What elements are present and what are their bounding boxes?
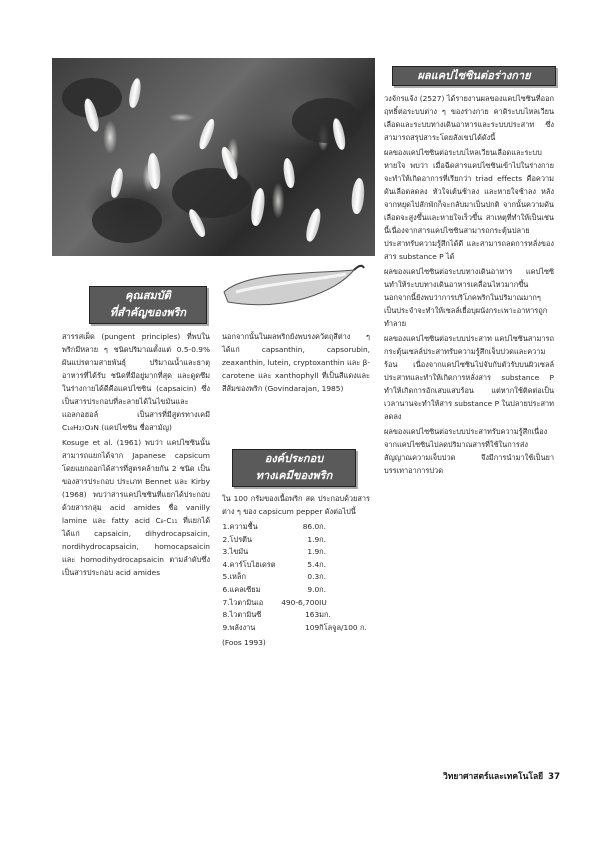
citation: (Foos 1993) [222,638,266,648]
properties-section-title: คุณสมบัติ ที่สำคัญของพริก [89,286,207,324]
paragraph: ใน 100 กรัมของเนื้อพริก สด ประกอบด้วยสารต่าง ๆ ของ capsicum pepper ดังต่อไปนี้ [222,494,370,516]
effects-text-column [384,92,554,479]
paragraph: ผลของแคปไซซินต่อระบบประสาทรับความรู้สึกเนื่องจากแคปไซซินไปลดปริมาณสารที่ใช้ในการส่งสัญญาณความเจ็บปวด จึงมีการนำมาใช้เป็นยาบรรเทาอาการปวด [384,427,554,475]
paragraph: ผลของแคปไซซินต่อระบบทางเดินอาหาร แคปไซซินทำให้ระบบทางเดินอาหารเคลื่อนไหวมากขึ้น นอกจากนี้ยังพบว่าการบริโภคพริกในปริมาณมากๆ เป็นประจำจะทำให้เซลล์เยื่อบุผนังกระเพาะอาหารถูกทำลาย [384,267,554,328]
table-row: 8. ไวตามินซี 163 มก. [222,610,331,620]
paragraph: ผลของแคปไซซินต่อระบบไหลเวียนเลือดและระบบหายใจ พบว่า เมื่อฉีดสารแคปไซซินเข้าไปในร่างกายจะทำให้เกิดอาการที่เรียกว่า triad effects คือความดันเลือดลดลง หัวใจเต้นช้าลง และหายใจช้าลง หลังจากหยุดไปสักพักก็จะกลับมาเป็นปกติ จากนั้นความดันเลือดจะสูงขึ้นและหายใจเร็วขึ้น สาเหตุที่ทำให้เป็นเช่นนี้เนื่องจากสารแคปไซซินสามารถกระตุ้นปลายประสาทรับความรู้สึกได้ดี และสามารถลดการหลั่งของสาร substance P ได้ [384,148,554,261]
paragraph: ผลของแคปไซซินต่อระบบประสาท แคปไซซินสามารถกระตุ้นเซลล์ประสาทรับความรู้สึกเจ็บปวดและความร้อน เนื่องจากแคปไซซินไปจับกับตัวรับบนผิวเซลล์ประสาทและทำให้เกิดการหลั่งสาร substance P ทำให้เกิดการอักเสบแสบร้อน แต่หากใช้ติดต่อเป็นเวลานานจะทำให้สาร substance P ในปลายประสาทลดลง [384,334,554,421]
properties-text-column [62,330,210,581]
table-row: 1. ความชื้น 86.0 ก. [222,522,326,531]
composition-text-column [222,492,370,651]
page-number: 37 [548,772,560,782]
pigments-text-column [222,330,370,397]
journal-name: วิทยาศาสตร์และเทคโนโลยี [443,772,544,782]
table-row: 6. แคลเซียม 9.0 ก. [222,584,326,594]
paragraph: วงจักรแจ้ง (2527) ได้รายงานผลของแคปไซซินที่ออกฤทธิ์ต่อระบบต่าง ๆ ของร่างกาย คาดิระบบไหลเวียนเลือดและระบบทางเดินอาหารและระบบประสาท ซึ่งสามารถสรุปสาระโดยสังเขปได้ดังนี้ [384,94,554,142]
paragraph: สารรสเผ็ด (pungent principles) ที่พบในพริกมีหลาย ๆ ชนิดปริมาณตั้งแต่ 0.5-0.9% ผันแปรตามสายพันธุ์ ปริมาณน้ำและธาตุอาหารที่ได้รับ ชนิดที่มีอยู่มากที่สุด และดูดซึมในร่างกายได้ดีคือแคปไซซิน (capsaicin) ซึ่งเป็นสารประกอบที่ละลายได้ในไขมันและแอลกอฮอล์ เป็นสารที่มีสูตรทางเคมี C₁₈H₂₇O₃N (แคปไซซิน ชื่อสามัญ) [62,332,210,432]
paragraph: Kosuge et al. (1961) พบว่า แคปไซซินนั้นสามารถแยกได้จาก Japanese capsicum โดยแยกออกได้สารที่สูตรคล้ายกัน 2 ชนิด เป็นของสารประกอบ ประเภท Bennet และ Kirby (1968) พบว่าสารแคปไซซินที่แยกได้ประกอบด้วยสารกลุ่ม acid amides ชื่อ vanilly lamine และ fatty acid C₈-C₁₁ ที่แยกได้ ได้แก่ capsaicin, dihydrocapsaicin, nordihydrocapsaicin, homocapsaicin และ homodihydrocapsaicin ตามลำดับซึ่งเป็นสารประกอบ acid amides [62,438,210,577]
chili-plant-photo [52,58,375,256]
table-row: 2. โปรตีน 1.9 ก. [222,534,326,544]
nutrient-table [222,521,370,634]
composition-section-title: องค์ประกอบ ทางเคมีของพริก [232,449,356,487]
page-footer [420,769,560,783]
table-row: 4. คาร์โบไฮเดรต 5.4 ก. [222,559,326,569]
table-row: 7. ไวตามินเอ 490-6,700 IU [222,597,327,607]
paragraph: นอกจากนั้นในผลพริกยังพบรงควัตถุสีต่าง ๆ ได้แก่ capsanthin, capsorubin, zeaxanthin, lutein, cryptoxanthin และ β-carotene และ xanthophyll ที่เป็นสีแดงและสีส้มของพริก (Govindarajan, 1985) [222,332,370,393]
table-row: 5. เหล็ก 0.3 ก. [222,572,326,582]
table-row: 3. ไขมัน 1.9 ก. [222,547,326,557]
table-row: 9. พลังงาน 109 กิโลจูล/100 ก. [222,622,367,632]
chili-pepper-icon [216,262,366,320]
effects-section-title: ผลแคปไซซินต่อร่างกาย [392,66,556,86]
